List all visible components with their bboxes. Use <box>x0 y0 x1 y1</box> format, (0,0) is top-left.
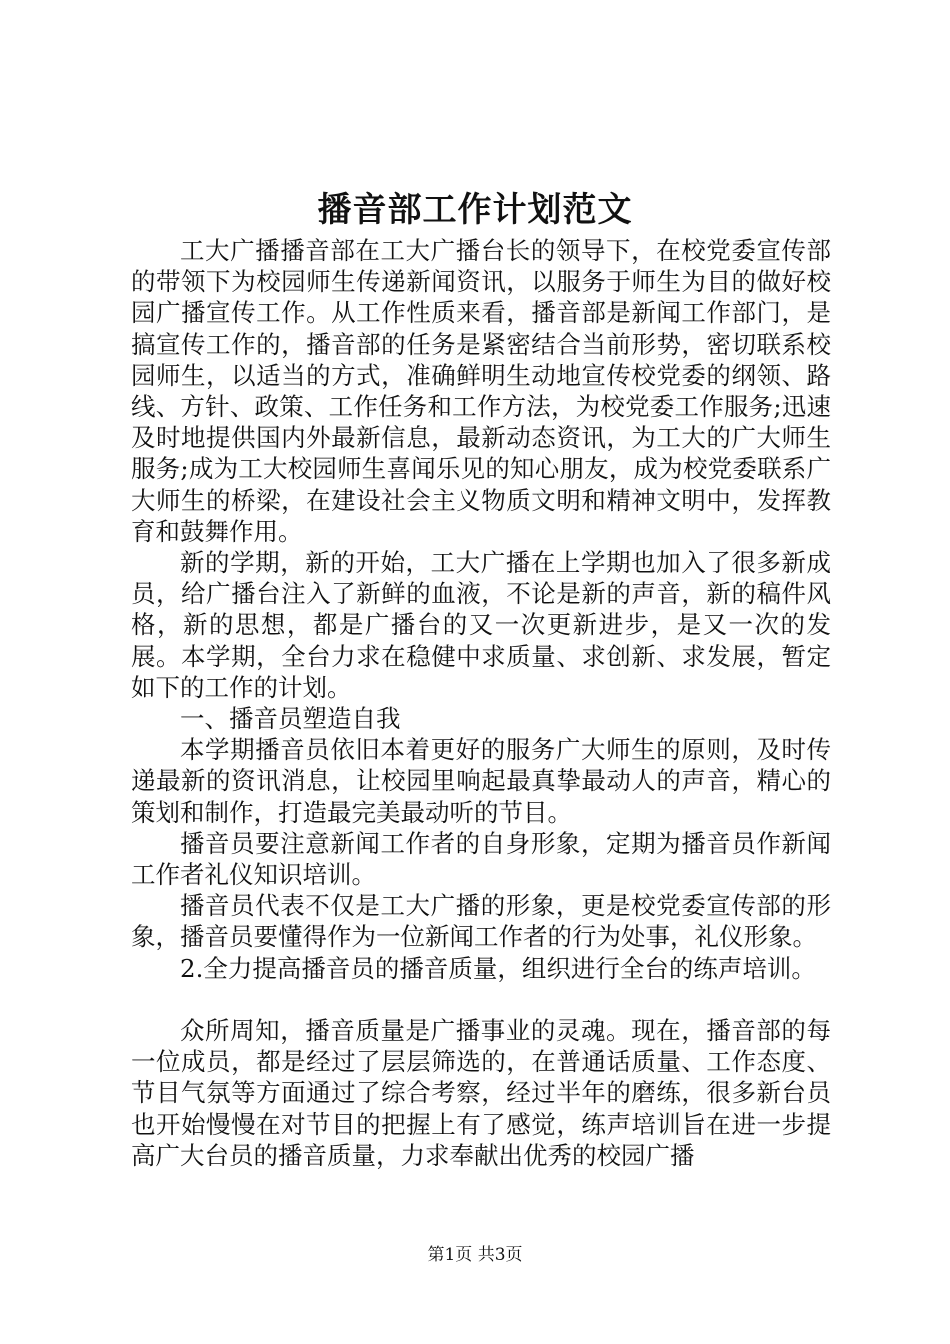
paragraph-announcer-image: 播音员要注意新闻工作者的自身形象，定期为播音员作新闻工作者礼仪知识培训。 <box>131 828 831 890</box>
paragraph-announcer-principle: 本学期播音员依旧本着更好的服务广大师生的原则，及时传递最新的资讯消息，让校园里响起最真挚最动人的声音，精心的策划和制作，打造最完美最动听的节目。 <box>131 735 831 827</box>
page-footer: 第1页 共3页 <box>427 1245 523 1265</box>
paragraph-new-semester: 新的学期，新的开始，工大广播在上学期也加入了很多新成员，给广播台注入了新鲜的血液，不论是新的声音，新的稿件风格，新的思想，都是广播台的又一次更新进步，是又一次的发展。本学期，全台力求在稳健中求质量、求创新、求发展，暂定如下的工作的计划。 <box>131 548 831 702</box>
section-heading-1: 一、播音员塑造自我 <box>180 704 401 734</box>
paragraph-announcer-representative: 播音员代表不仅是工大广播的形象，更是校党委宣传部的形象，播音员要懂得作为一位新闻工作者的行为处事，礼仪形象。 <box>131 891 831 952</box>
section-item-2: 2.全力提高播音员的播音质量，组织进行全台的练声培训。 <box>180 953 816 983</box>
paragraph-intro: 工大广播播音部在工大广播台长的领导下，在校党委宣传部的带领下为校园师生传递新闻资讯，以服务于师生为目的做好校园广播宣传工作。从工作性质来看，播音部是新闻工作部门，是搞宣传工作的，播音部的任务是紧密结合当前形势，密切联系校园师生，以适当的方式，准确鲜明生动地宣传校党委的纲领、路线、方针、政策、工作任务和工作方法，为校党委工作服务;迅速及时地提供国内外最新信息，最新动态资讯，为工大的广大师生服务;成为工大校园师生喜闻乐见的知心朋友，成为校党委联系广大师生的桥梁，在建设社会主义物质文明和精神文明中，发挥教育和鼓舞作用。 <box>131 236 831 546</box>
document-body <box>131 235 831 1171</box>
document-title: 播音部工作计划范文 <box>317 190 633 230</box>
paragraph-broadcast-quality: 众所周知，播音质量是广播事业的灵魂。现在，播音部的每一位成员，都是经过了层层筛选的，在普通话质量、工作态度、节目气氛等方面通过了综合考察，经过半年的磨练，很多新台员也开始慢慢在对节目的把握上有了感觉，练声培训旨在进一步提高广大台员的播音质量，力求奉献出优秀的校园广播 <box>131 1016 831 1170</box>
